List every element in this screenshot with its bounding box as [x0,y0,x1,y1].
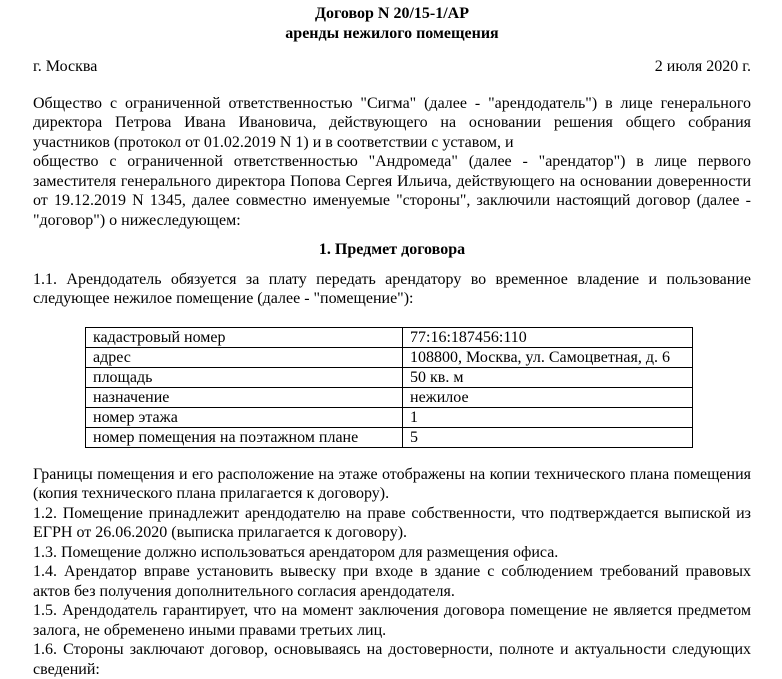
premises-attribute-label: площадь [86,367,403,387]
document-date: 2 июля 2020 г. [654,58,751,75]
preamble-lessee: общество с ограниченной ответственностью "Андромеда" (далее - "арендатор") в лице первого заместителя генерального директора Попова Сергея Ильича, действующего на основании доверенности от 19.12.2019 N 1345, далее совместно именуемые "стороны", заключили настоящий договор (далее - "договор") о нижеследующем: [33,153,751,229]
document-title [33,4,751,43]
premises-attribute-value: 108800, Москва, ул. Самоцветная, д. 6 [403,347,693,367]
clause-1-2: 1.2. Помещение принадлежит арендодателю на праве собственности, что подтверждается выпиской из ЕГРН от 26.06.2020 (выписка прилагается к договору). [33,504,751,541]
clause-1-6: 1.6. Стороны заключают договор, основываясь на достоверности, полноте и актуальности следующих сведений: [33,641,751,678]
clause-1-3: 1.3. Помещение должно использоваться арендатором для размещения офиса. [33,543,559,561]
premises-attribute-value: 77:16:187456:110 [403,327,693,347]
dateline [33,57,751,77]
premises-attribute-value: 50 кв. м [403,367,693,387]
premises-attribute-label: назначение [86,387,403,407]
clause-1-1: 1.1. Арендодатель обязуется за плату передать арендатору во временное владение и пользование следующее нежилое помещение (далее - "помещение"): [33,270,751,307]
section-1-heading: 1. Предмет договора [318,241,466,258]
table-row-address [86,347,693,367]
premises-attribute-label: номер помещения на поэтажном плане [86,427,403,447]
table-row-area [86,367,693,387]
premises-attribute-label: номер этажа [86,407,403,427]
table-row-floor-number [86,407,693,427]
document-title-subject: аренды нежилого помещения [285,24,499,42]
table-row-purpose [86,387,693,407]
clause-1-5: 1.5. Арендодатель гарантирует, что на момент заключения договора помещение не является предметом залога, не обременено иными правами третьих лиц. [33,602,751,639]
clause-1-4: 1.4. Арендатор вправе установить вывеску при входе в здание с соблюдением требований правовых актов без получения дополнительного согласия арендодателя. [33,563,751,600]
premises-attribute-value: 1 [403,407,693,427]
premises-table [85,327,693,448]
table-row-cadastral-number [86,327,693,347]
premises-attribute-label: кадастровый номер [86,327,403,347]
premises-attribute-value: 5 [403,427,693,447]
premises-attribute-value: нежилое [403,387,693,407]
clause-boundaries: Границы помещения и его расположение на этаже отображены на копии технического плана помещения (копия технического плана прилагается к договору). [33,465,751,502]
document-title-number: Договор N 20/15-1/АР [314,5,469,22]
table-row-room-number-on-plan [86,427,693,447]
place-city: г. Москва [33,58,98,75]
preamble-lessor: Общество с ограниченной ответственностью "Сигма" (далее - "арендодатель") в лице генерального директора Петрова Ивана Ивановича, действующего на основании решения общего собрания участников (протокол от 01.02.2019 N 1) и в соответствии с уставом, и [33,94,751,151]
premises-attribute-label: адрес [86,347,403,367]
